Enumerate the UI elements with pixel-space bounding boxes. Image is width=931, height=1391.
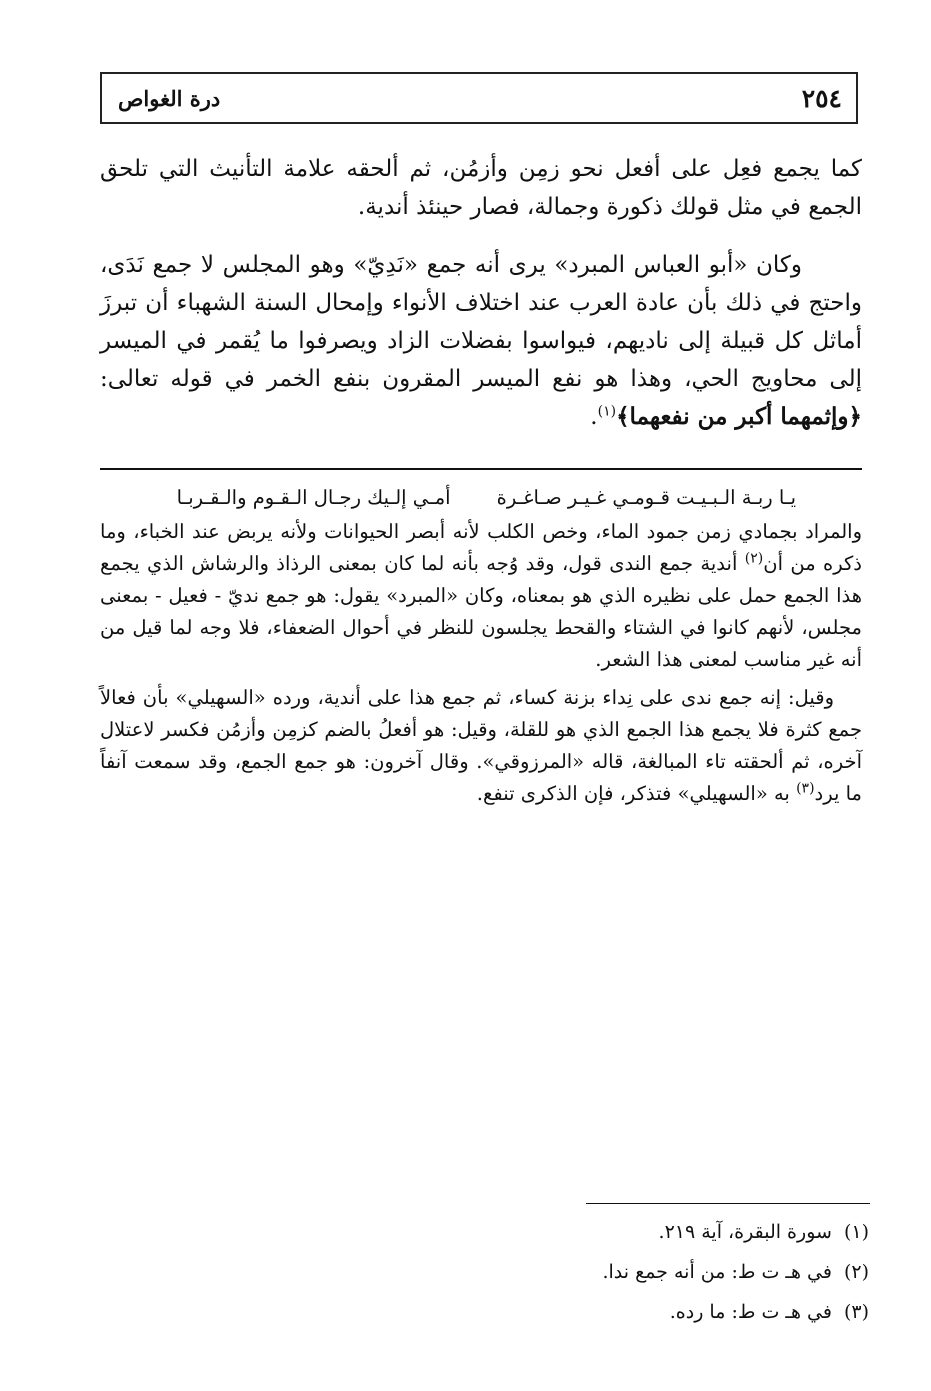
- commentary-paragraph-1: [100, 516, 862, 676]
- footnote-divider: [586, 1203, 870, 1204]
- commentary-paragraph-2-text: وقيل: إنه جمع ندى على نِداء بزنة كساء، ثم جمع هذا على أندية، ورده «السهيلي» بأن فعالاً جمع كثرة فلا يجمع هذا الجمع الذي هو للقلة، وقيل: هو أفعلُ بالضم كزمِن وأزمُن فكسر لاعتلال آخره، ثم ألحقته تاء المبالغة، قاله «المرزوقي». وقال آخرون: هو جمع الجمع، وقد سمعت آنفاً ما يرد: [100, 686, 862, 805]
- quran-quote: ﴿وإثمهما أكبر من نفعهما﴾: [616, 403, 862, 430]
- section-divider: [100, 468, 862, 470]
- poetry-verse: [100, 482, 862, 514]
- running-header: [100, 72, 858, 124]
- footnote-text: في هـ ت ط: ما رده.: [669, 1301, 832, 1323]
- footnote-number: (١): [843, 1221, 869, 1243]
- footnote-ref-1: (١): [597, 403, 617, 420]
- commentary-paragraph-1-rest: أندية جمع الندى قول، وقد وُجه بأنه لما كان بمعنى الرذاذ والرشاش الذي يجمع هذا الجمع حمل على نظيره الذي هو بمعناه، وكان «المبرد» يقول: هو جمع نديّ - فعيل - بمعنى مجلس، لأنهم كانوا في الشتاء والقحط يجلسون للنظر في أحوال الضعفاء، فلا وجه لما قيل من أنه غير مناسب لمعنى هذا الشعر.: [100, 552, 863, 671]
- footnote-item: [369, 1252, 869, 1292]
- commentary: [100, 482, 862, 816]
- verse-second-hemistich: أمـي إلـيك رجـال الـقـوم والـقـربـا: [176, 486, 451, 509]
- footnote-ref-2: (٢): [744, 550, 764, 567]
- main-paragraph-2: [100, 246, 862, 436]
- footnote-number: (٢): [843, 1261, 869, 1283]
- footnote-item: [369, 1292, 869, 1332]
- footnote-number: (٣): [843, 1301, 869, 1323]
- main-paragraph-1: كما يجمع فعِل على أفعل نحو زمِن وأزمُن، ثم ألحقه علامة التأنيث التي تلحق الجمع في مثل قولك ذكورة وجمالة، فصار حينئذ أندية.: [100, 156, 862, 220]
- footnote-item: [369, 1212, 869, 1252]
- footnote-ref-3: (٣): [796, 780, 815, 797]
- main-paragraph-2-text: وكان «أبو العباس المبرد» يرى أنه جمع «نَدِيّ» وهو المجلس لا جمع نَدَى، واحتج في ذلك بأن عادة العرب عند اختلاف الأنواء وإمحال السنة الشهباء أن تبرزَ أماثل كل قبيلة إلى ناديهم، فيواسوا بفضلات الزاد ويصرفوا ما يُقمر في الميسر إلى محاويج الحي، وهذا هو نفع الميسر المقرون بنفع الخمر في قوله تعالى:: [100, 252, 862, 392]
- main-text: [100, 150, 862, 452]
- verse-first-hemistich: يـا ربـة الـبـيـت قـومـي غـيـر صـاغـرة: [496, 486, 796, 509]
- commentary-paragraph-2-rest: به «السهيلي» فتذكر، فإن الذكرى تنفع.: [476, 782, 797, 805]
- commentary-paragraph-2: [100, 682, 862, 810]
- footnote-text: سورة البقرة، آية ٢١٩.: [658, 1221, 832, 1243]
- footnotes: [369, 1212, 869, 1332]
- running-title: درة الغواص: [118, 86, 221, 111]
- page-number: ٢٥٤: [801, 84, 842, 113]
- footnote-text: في هـ ت ط: من أنه جمع ندا.: [602, 1261, 832, 1283]
- main-paragraph-2-end: .: [590, 404, 598, 430]
- commentary-paragraph-1-text: والمراد بجمادي زمن جمود الماء، وخص الكلب لأنه أبصر الحيوانات ولأنه يربض عند الخباء، وما ذكره من أن: [100, 520, 862, 575]
